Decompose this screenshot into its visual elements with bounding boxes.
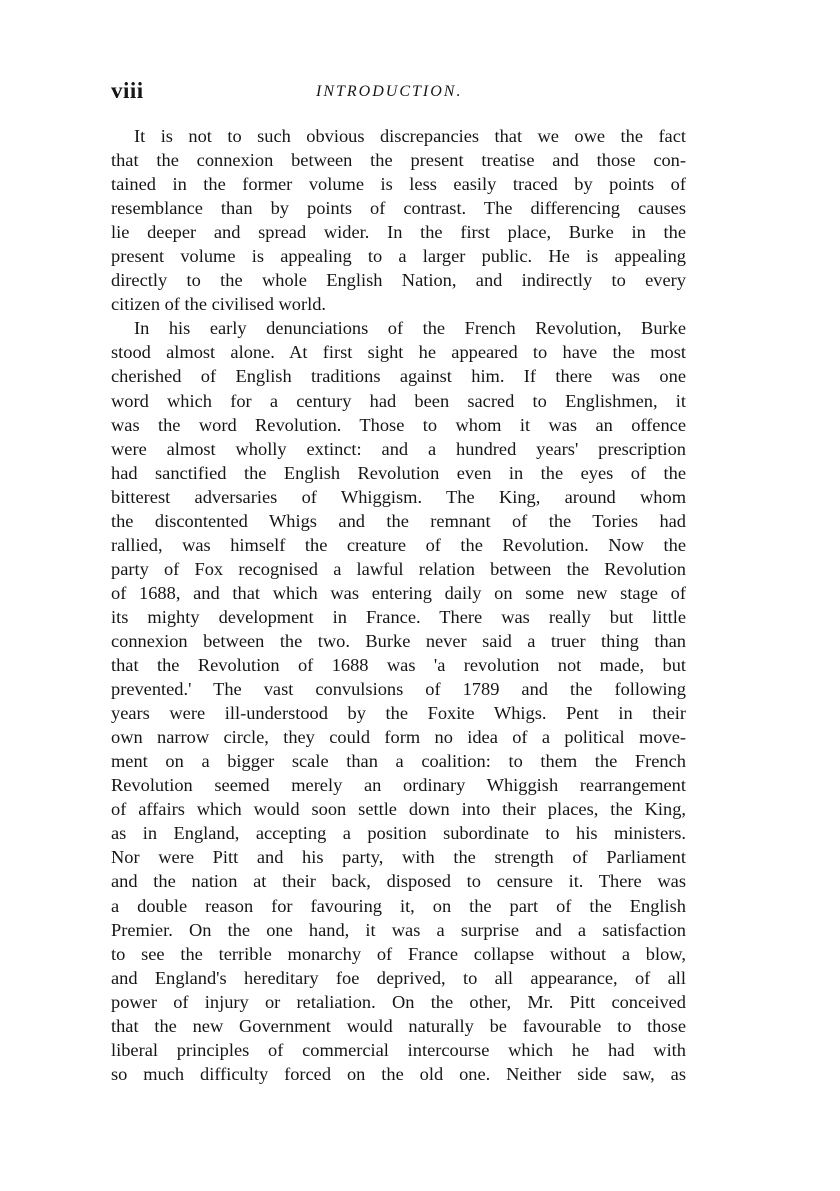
text-line: In his early denunciations of the French Revolution, Burke (134, 318, 686, 339)
text-line: of 1688, and that which was entering daily on some new stage of (111, 582, 686, 603)
text-line: lie deeper and spread wider. In the first place, Burke in the (111, 222, 686, 243)
text-line: were almost wholly extinct: and a hundred years' prescription (111, 438, 686, 459)
text-line: its mighty development in France. There was really but little (111, 606, 686, 627)
text-line: Nor were Pitt and his party, with the strength of Parliament (111, 847, 686, 868)
text-line: the discontented Whigs and the remnant of the Tories had (111, 510, 686, 531)
text-line: bitterest adversaries of Whiggism. The King, around whom (111, 486, 686, 507)
text-line: ment on a bigger scale than a coalition: to them the French (111, 751, 686, 772)
text-line: directly to the whole English Nation, and indirectly to every (111, 270, 686, 291)
text-line: was the word Revolution. Those to whom it was an offence (111, 414, 686, 435)
text-line: Premier. On the one hand, it was a surprise and a satisfaction (111, 919, 686, 940)
text-line: of affairs which would soon settle down into their places, the King, (111, 799, 686, 820)
text-line: cherished of English traditions against him. If there was one (111, 366, 686, 387)
text-line: connexion between the two. Burke never said a truer thing than (111, 630, 686, 651)
body-text (111, 124, 686, 1086)
text-line: power of injury or retaliation. On the other, Mr. Pitt conceived (111, 991, 686, 1012)
text-line: and England's hereditary foe deprived, to all appearance, of all (111, 967, 686, 988)
text-line: liberal principles of commercial intercourse which he had with (111, 1039, 686, 1060)
text-line: that the connexion between the present treatise and those con- (111, 150, 686, 171)
text-line: citizen of the civilised world. (111, 294, 327, 315)
text-line: that the new Government would naturally be favourable to those (111, 1015, 686, 1036)
text-line: own narrow circle, they could form no idea of a political move- (111, 727, 686, 748)
text-line: party of Fox recognised a lawful relation between the Revolution (111, 558, 686, 579)
text-line: had sanctified the English Revolution even in the eyes of the (111, 462, 686, 483)
text-line: years were ill-understood by the Foxite Whigs. Pent in their (111, 703, 686, 724)
running-head (111, 78, 689, 108)
text-line: prevented.' The vast convulsions of 1789 and the following (111, 679, 686, 700)
text-line: resemblance than by points of contrast. The differencing causes (111, 198, 686, 219)
text-line: to see the terrible monarchy of France collapse without a blow, (111, 943, 686, 964)
running-title: INTRODUCTION. (316, 83, 463, 100)
text-line: and the nation at their back, disposed to censure it. There was (111, 871, 686, 892)
text-line: as in England, accepting a position subordinate to his ministers. (111, 823, 686, 844)
text-line: It is not to such obvious discrepancies that we owe the fact (134, 126, 686, 146)
text-line: stood almost alone. At first sight he appeared to have the most (111, 342, 686, 363)
text-line: a double reason for favouring it, on the part of the English (111, 895, 686, 916)
text-line: word which for a century had been sacred to Englishmen, it (111, 390, 686, 411)
text-line: so much difficulty forced on the old one. Neither side saw, as (111, 1063, 686, 1084)
text-line: present volume is appealing to a larger public. He is appealing (111, 246, 686, 267)
text-line: rallied, was himself the creature of the Revolution. Now the (111, 534, 686, 555)
text-line: tained in the former volume is less easily traced by points of (111, 174, 686, 195)
page-number: viii (111, 78, 144, 103)
text-line: Revolution seemed merely an ordinary Whiggish rearrangement (111, 775, 686, 796)
text-line: that the Revolution of 1688 was 'a revolution not made, but (111, 655, 686, 676)
